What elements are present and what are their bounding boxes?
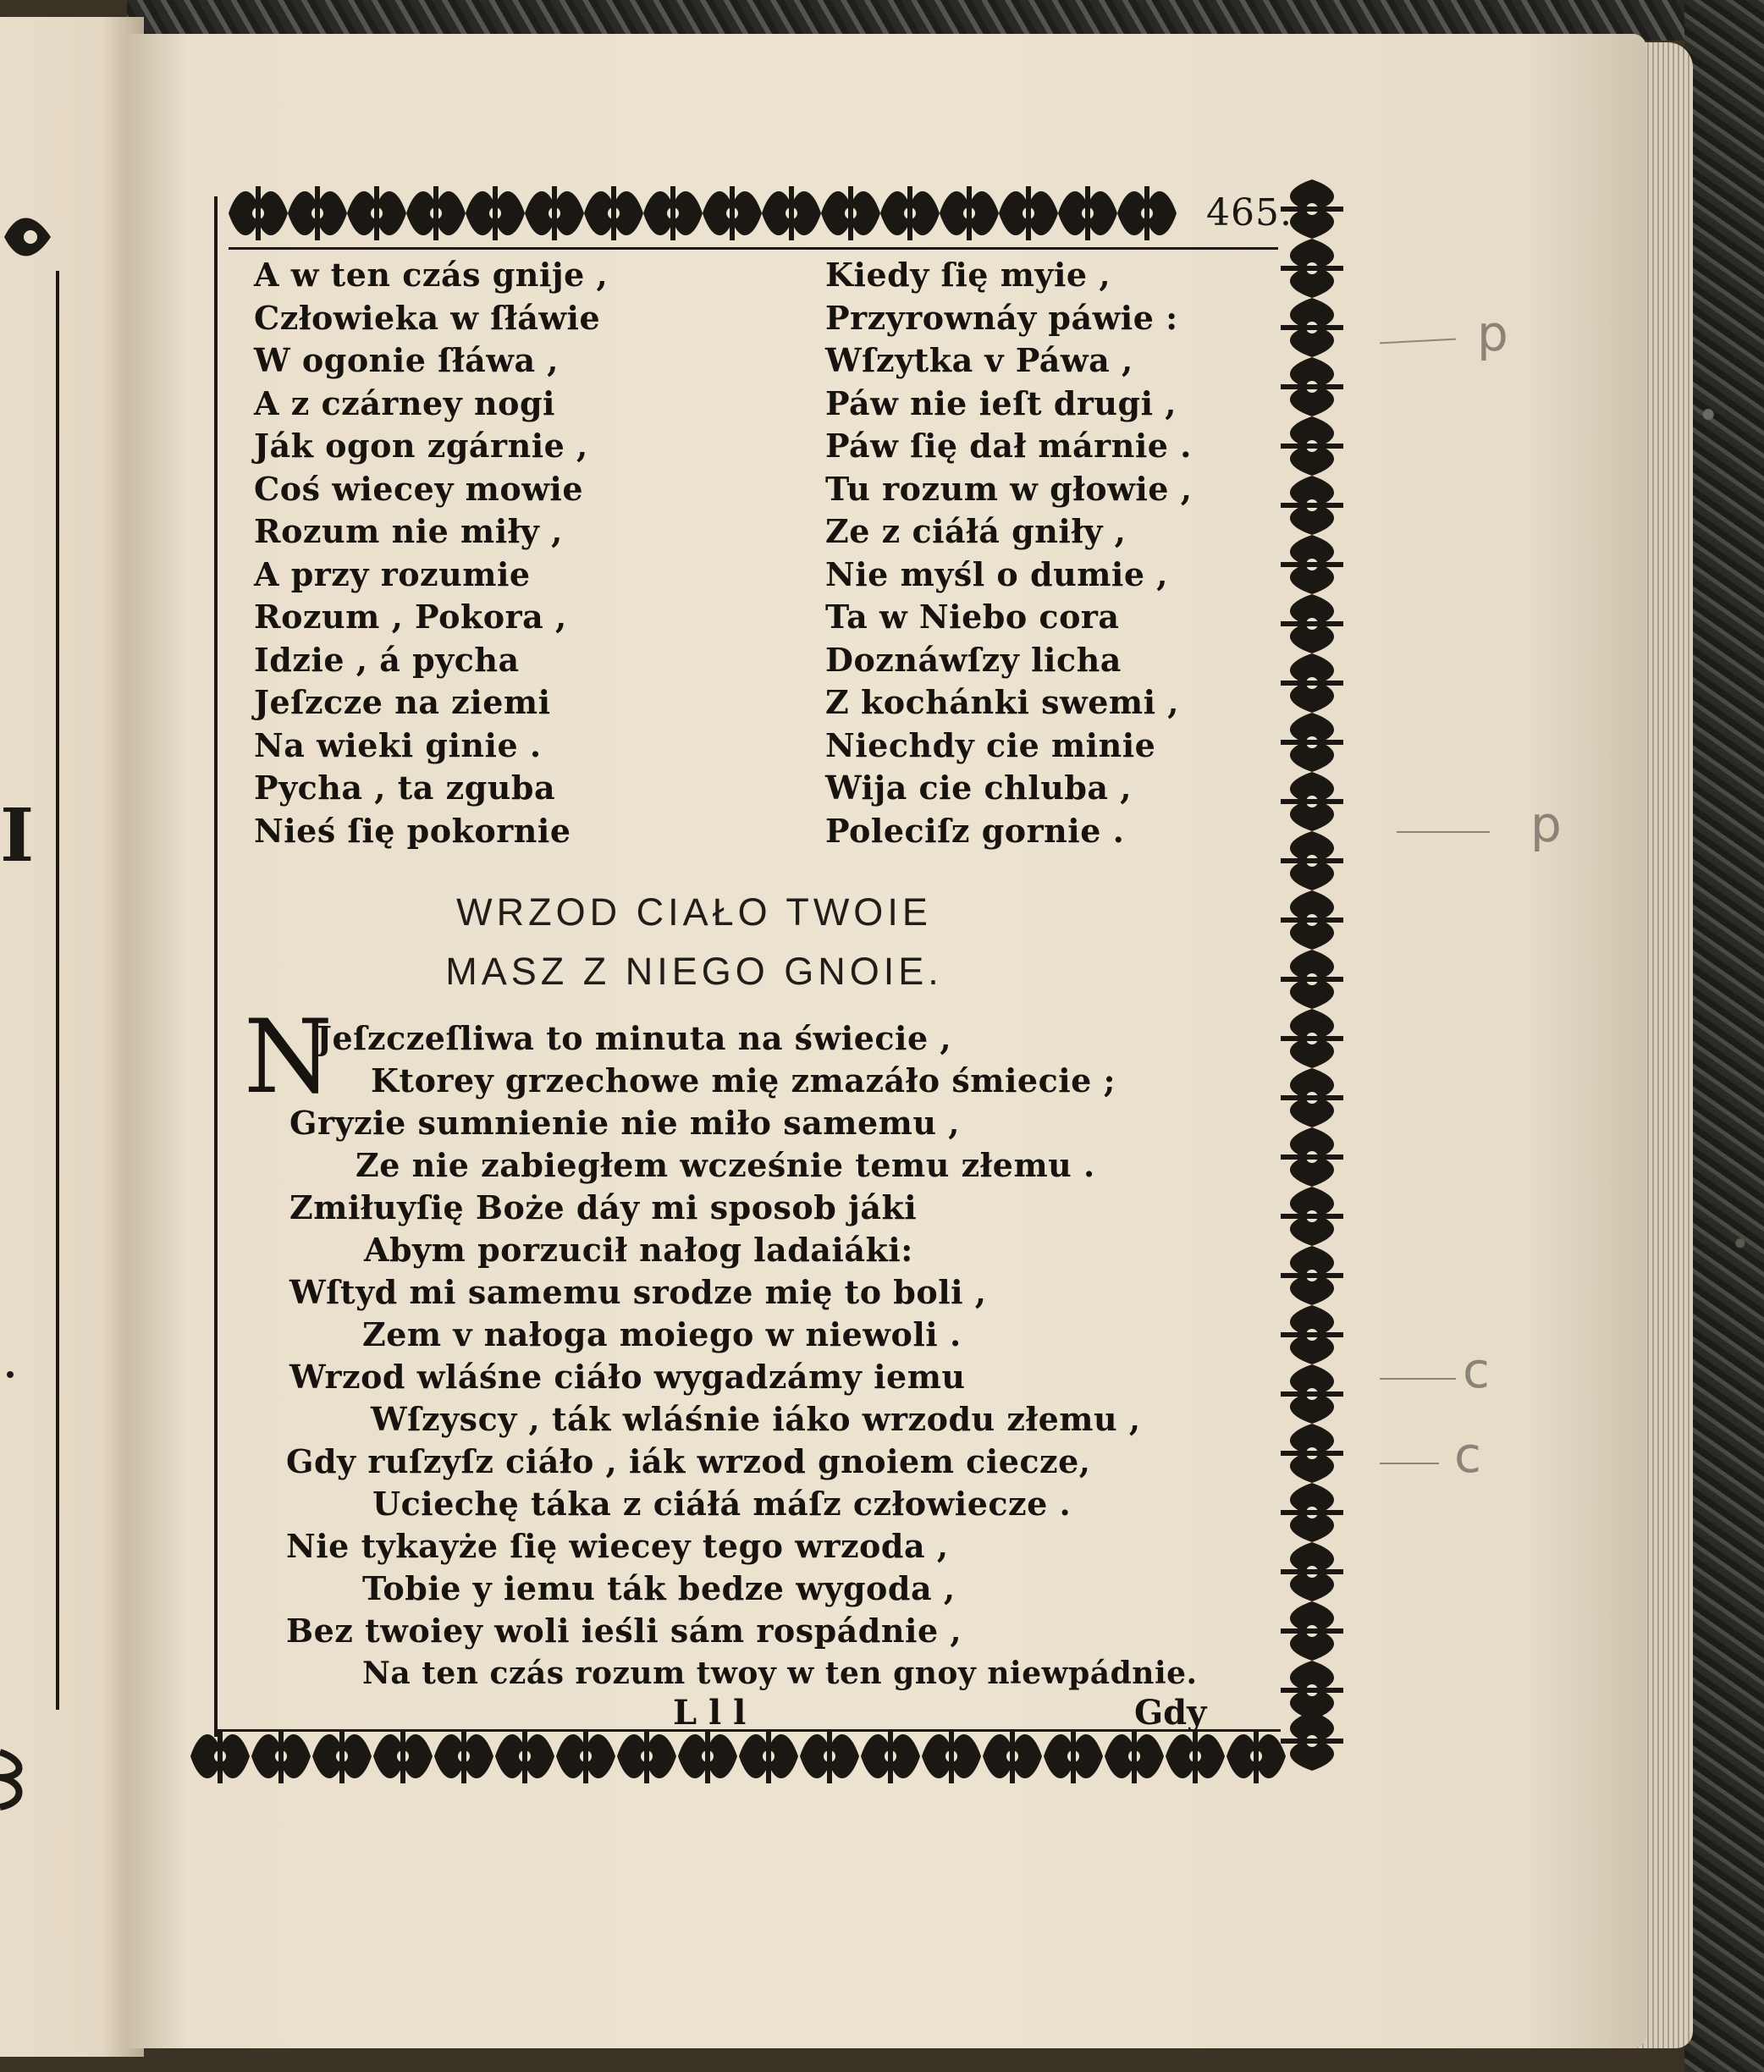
poem-line: Uciechę táka z ciáłá máſz człowiecze .: [372, 1485, 1072, 1523]
margin-annotation-letter: c: [1463, 1342, 1490, 1399]
verse-line: Ják ogon zgárnie ,: [254, 427, 588, 465]
poem-line: Na ten czás rozum twoy w ten gnoy niewpádnie.: [362, 1656, 1198, 1691]
verse-line: Poleciſz gornie .: [825, 811, 1125, 850]
verse-line: Páw nie ieſt drugi ,: [825, 383, 1177, 422]
verse-line: Páw ſię dał márnie .: [825, 427, 1192, 465]
poem-line: Zmiłuyſię Boże dáy mi sposob jáki: [289, 1188, 918, 1226]
verse-line: Idzie , á pycha: [254, 640, 520, 679]
left-page-letter: I: [0, 793, 35, 879]
poem-line: Ktorey grzechowe mię zmazáło śmiecie ;: [371, 1061, 1116, 1099]
verse-line: Pycha , ta zguba: [254, 769, 556, 807]
verse-line: W ogonie ſłáwa ,: [254, 341, 560, 379]
verse-line: Niechdy cie minie: [825, 725, 1156, 764]
verse-column-right: [825, 254, 1265, 852]
frame-top-rule: [229, 247, 1278, 250]
poem-line: Nie tykayże ſię wiecey tego wrzoda ,: [286, 1527, 949, 1565]
verse-line: Przyrownáy páwie :: [825, 298, 1178, 337]
poem-line: Abym porzucił nałog ladaiáki:: [364, 1231, 913, 1269]
verse-line: Jeſzcze na ziemi: [254, 683, 551, 721]
bottom-ornament-border-icon: [190, 1722, 1287, 1790]
verse-line: A w ten czás gnije ,: [254, 256, 609, 294]
poem-line: Tobie y iemu ták bedze wygoda ,: [362, 1569, 956, 1607]
poem-line: Ze nie zabiegłem wcześnie temu złemu .: [356, 1146, 1095, 1184]
verse-line: Nieś ſię pokornie: [254, 811, 571, 850]
margin-annotation-letter: p: [1477, 305, 1508, 362]
poem-line: Gdy ruſzyſz ciáło , iák wrzod gnoiem ciecze,: [286, 1442, 1091, 1480]
verse-line: Nie myśl o dumie ,: [825, 554, 1168, 593]
section-title-line-1: WRZOD CIAŁO TWOIE: [456, 890, 932, 934]
section-title-line-2: MASZ Z NIEGO GNOIE.: [445, 950, 943, 993]
verse-line: Tu rozum w głowie ,: [825, 469, 1193, 508]
poem-line: Wſtyd mi samemu srodze mię to boli ,: [289, 1273, 987, 1311]
verse-line: Rozum , Pokora ,: [254, 598, 567, 636]
top-ornament-border-icon: [229, 179, 1202, 247]
verse-line: Rozum nie miły ,: [254, 512, 563, 550]
verse-line: Wſzytka v Páwa ,: [825, 341, 1133, 379]
drop-cap: N: [244, 999, 333, 1116]
margin-annotation-line: [1380, 1463, 1439, 1464]
poem-line: Wſzyscy , ták wláśnie iáko wrzodu złemu ,: [371, 1400, 1141, 1438]
verse-column-left: [254, 254, 796, 852]
margin-annotation-line: [1380, 1378, 1456, 1380]
verse-line: Doznáwſzy licha: [825, 640, 1122, 679]
poem-line: Zem v nałoga moiego w niewoli .: [362, 1315, 962, 1353]
left-page-ornament-icon: [0, 207, 61, 267]
left-page-rule: [56, 271, 59, 1710]
verse-line: Na wieki ginie .: [254, 725, 542, 764]
poem-line: Gryzie sumnienie nie miło samemu ,: [289, 1104, 960, 1142]
verse-line: A z czárney nogi: [254, 383, 555, 422]
left-page: [0, 17, 144, 2057]
left-page-bottom-ornament-icon: [0, 1744, 30, 1811]
verse-line: Ze z ciáłá gniły ,: [825, 512, 1127, 550]
page-number: 465.: [1206, 191, 1293, 234]
poem-line: Bez twoiey woli ieśli sám rospádnie ,: [286, 1612, 962, 1650]
verse-line: A przy rozumie: [254, 554, 531, 593]
verse-line: Z kochánki swemi ,: [825, 683, 1180, 721]
margin-annotation-line: [1397, 831, 1490, 833]
verse-line: Kiedy ſię myie ,: [825, 256, 1111, 294]
verse-line: Człowieka w ſłáwie: [254, 298, 601, 337]
margin-annotation-letter: p: [1530, 796, 1562, 853]
margin-annotation-letter: c: [1454, 1426, 1481, 1484]
book-cover-edge: [1684, 0, 1764, 2072]
right-ornament-border-icon: [1274, 179, 1350, 1771]
poem-line: Wrzod wláśne ciáło wygadzámy iemu: [289, 1358, 966, 1396]
left-page-dot: [7, 1371, 14, 1378]
frame-bottom-rule: [214, 1729, 1281, 1732]
verse-line: Ta w Niebo cora: [825, 598, 1120, 636]
verse-line: Wija cie chluba ,: [825, 769, 1133, 807]
poem-line: Jeſzczeſliwa to minuta na świecie ,: [317, 1019, 952, 1057]
signature-mark: L l l: [673, 1693, 747, 1733]
verse-line: Coś wiecey mowie: [254, 469, 584, 508]
frame-left-rule: [214, 196, 218, 1737]
catchword: Gdy: [1134, 1693, 1207, 1733]
